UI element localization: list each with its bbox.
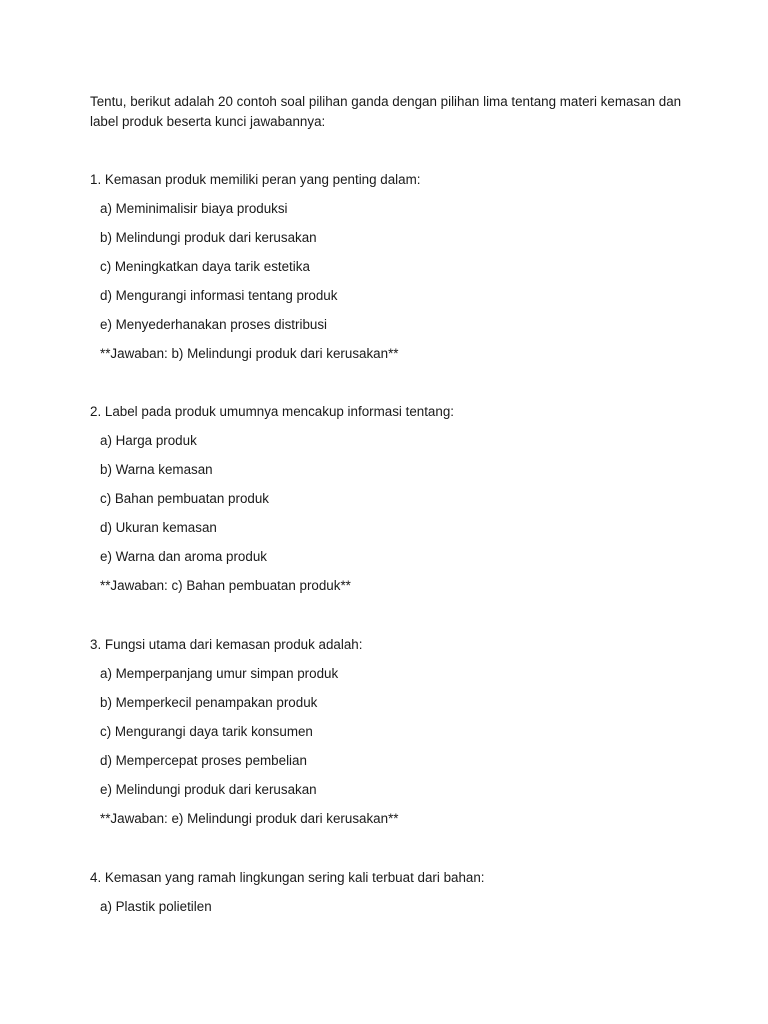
question-3-text: 3. Fungsi utama dari kemasan produk adalah: xyxy=(90,637,363,652)
question-3-option-d: d) Mempercepat proses pembelian xyxy=(100,753,307,768)
question-2-answer: **Jawaban: c) Bahan pembuatan produk** xyxy=(100,578,351,593)
question-2-option-d: d) Ukuran kemasan xyxy=(100,520,217,535)
question-1-option-b: b) Melindungi produk dari kerusakan xyxy=(100,230,317,245)
question-2-option-a: a) Harga produk xyxy=(100,433,197,448)
question-1-option-c: c) Meningkatkan daya tarik estetika xyxy=(100,259,310,274)
question-3-option-e: e) Melindungi produk dari kerusakan xyxy=(100,782,317,797)
question-3-option-c: c) Mengurangi daya tarik konsumen xyxy=(100,724,313,739)
question-1-text: 1. Kemasan produk memiliki peran yang penting dalam: xyxy=(90,172,421,187)
question-1-answer: **Jawaban: b) Melindungi produk dari kerusakan** xyxy=(100,346,399,361)
question-4-text: 4. Kemasan yang ramah lingkungan sering kali terbuat dari bahan: xyxy=(90,870,485,885)
question-2-option-c: c) Bahan pembuatan produk xyxy=(100,491,269,506)
question-2-option-e: e) Warna dan aroma produk xyxy=(100,549,267,564)
question-1-option-d: d) Mengurangi informasi tentang produk xyxy=(100,288,338,303)
question-1-option-a: a) Meminimalisir biaya produksi xyxy=(100,201,288,216)
question-1-option-e: e) Menyederhanakan proses distribusi xyxy=(100,317,328,332)
question-3-answer: **Jawaban: e) Melindungi produk dari kerusakan** xyxy=(100,811,399,826)
question-4-option-a: a) Plastik polietilen xyxy=(100,899,212,914)
question-2-text: 2. Label pada produk umumnya mencakup informasi tentang: xyxy=(90,404,454,419)
intro-paragraph: Tentu, berikut adalah 20 contoh soal pilihan ganda dengan pilihan lima tentang materi kemasan dan label produk beserta kunci jawabannya: xyxy=(90,94,682,129)
question-3-option-a: a) Memperpanjang umur simpan produk xyxy=(100,666,339,681)
question-2-option-b: b) Warna kemasan xyxy=(100,462,213,477)
question-3-option-b: b) Memperkecil penampakan produk xyxy=(100,695,318,710)
